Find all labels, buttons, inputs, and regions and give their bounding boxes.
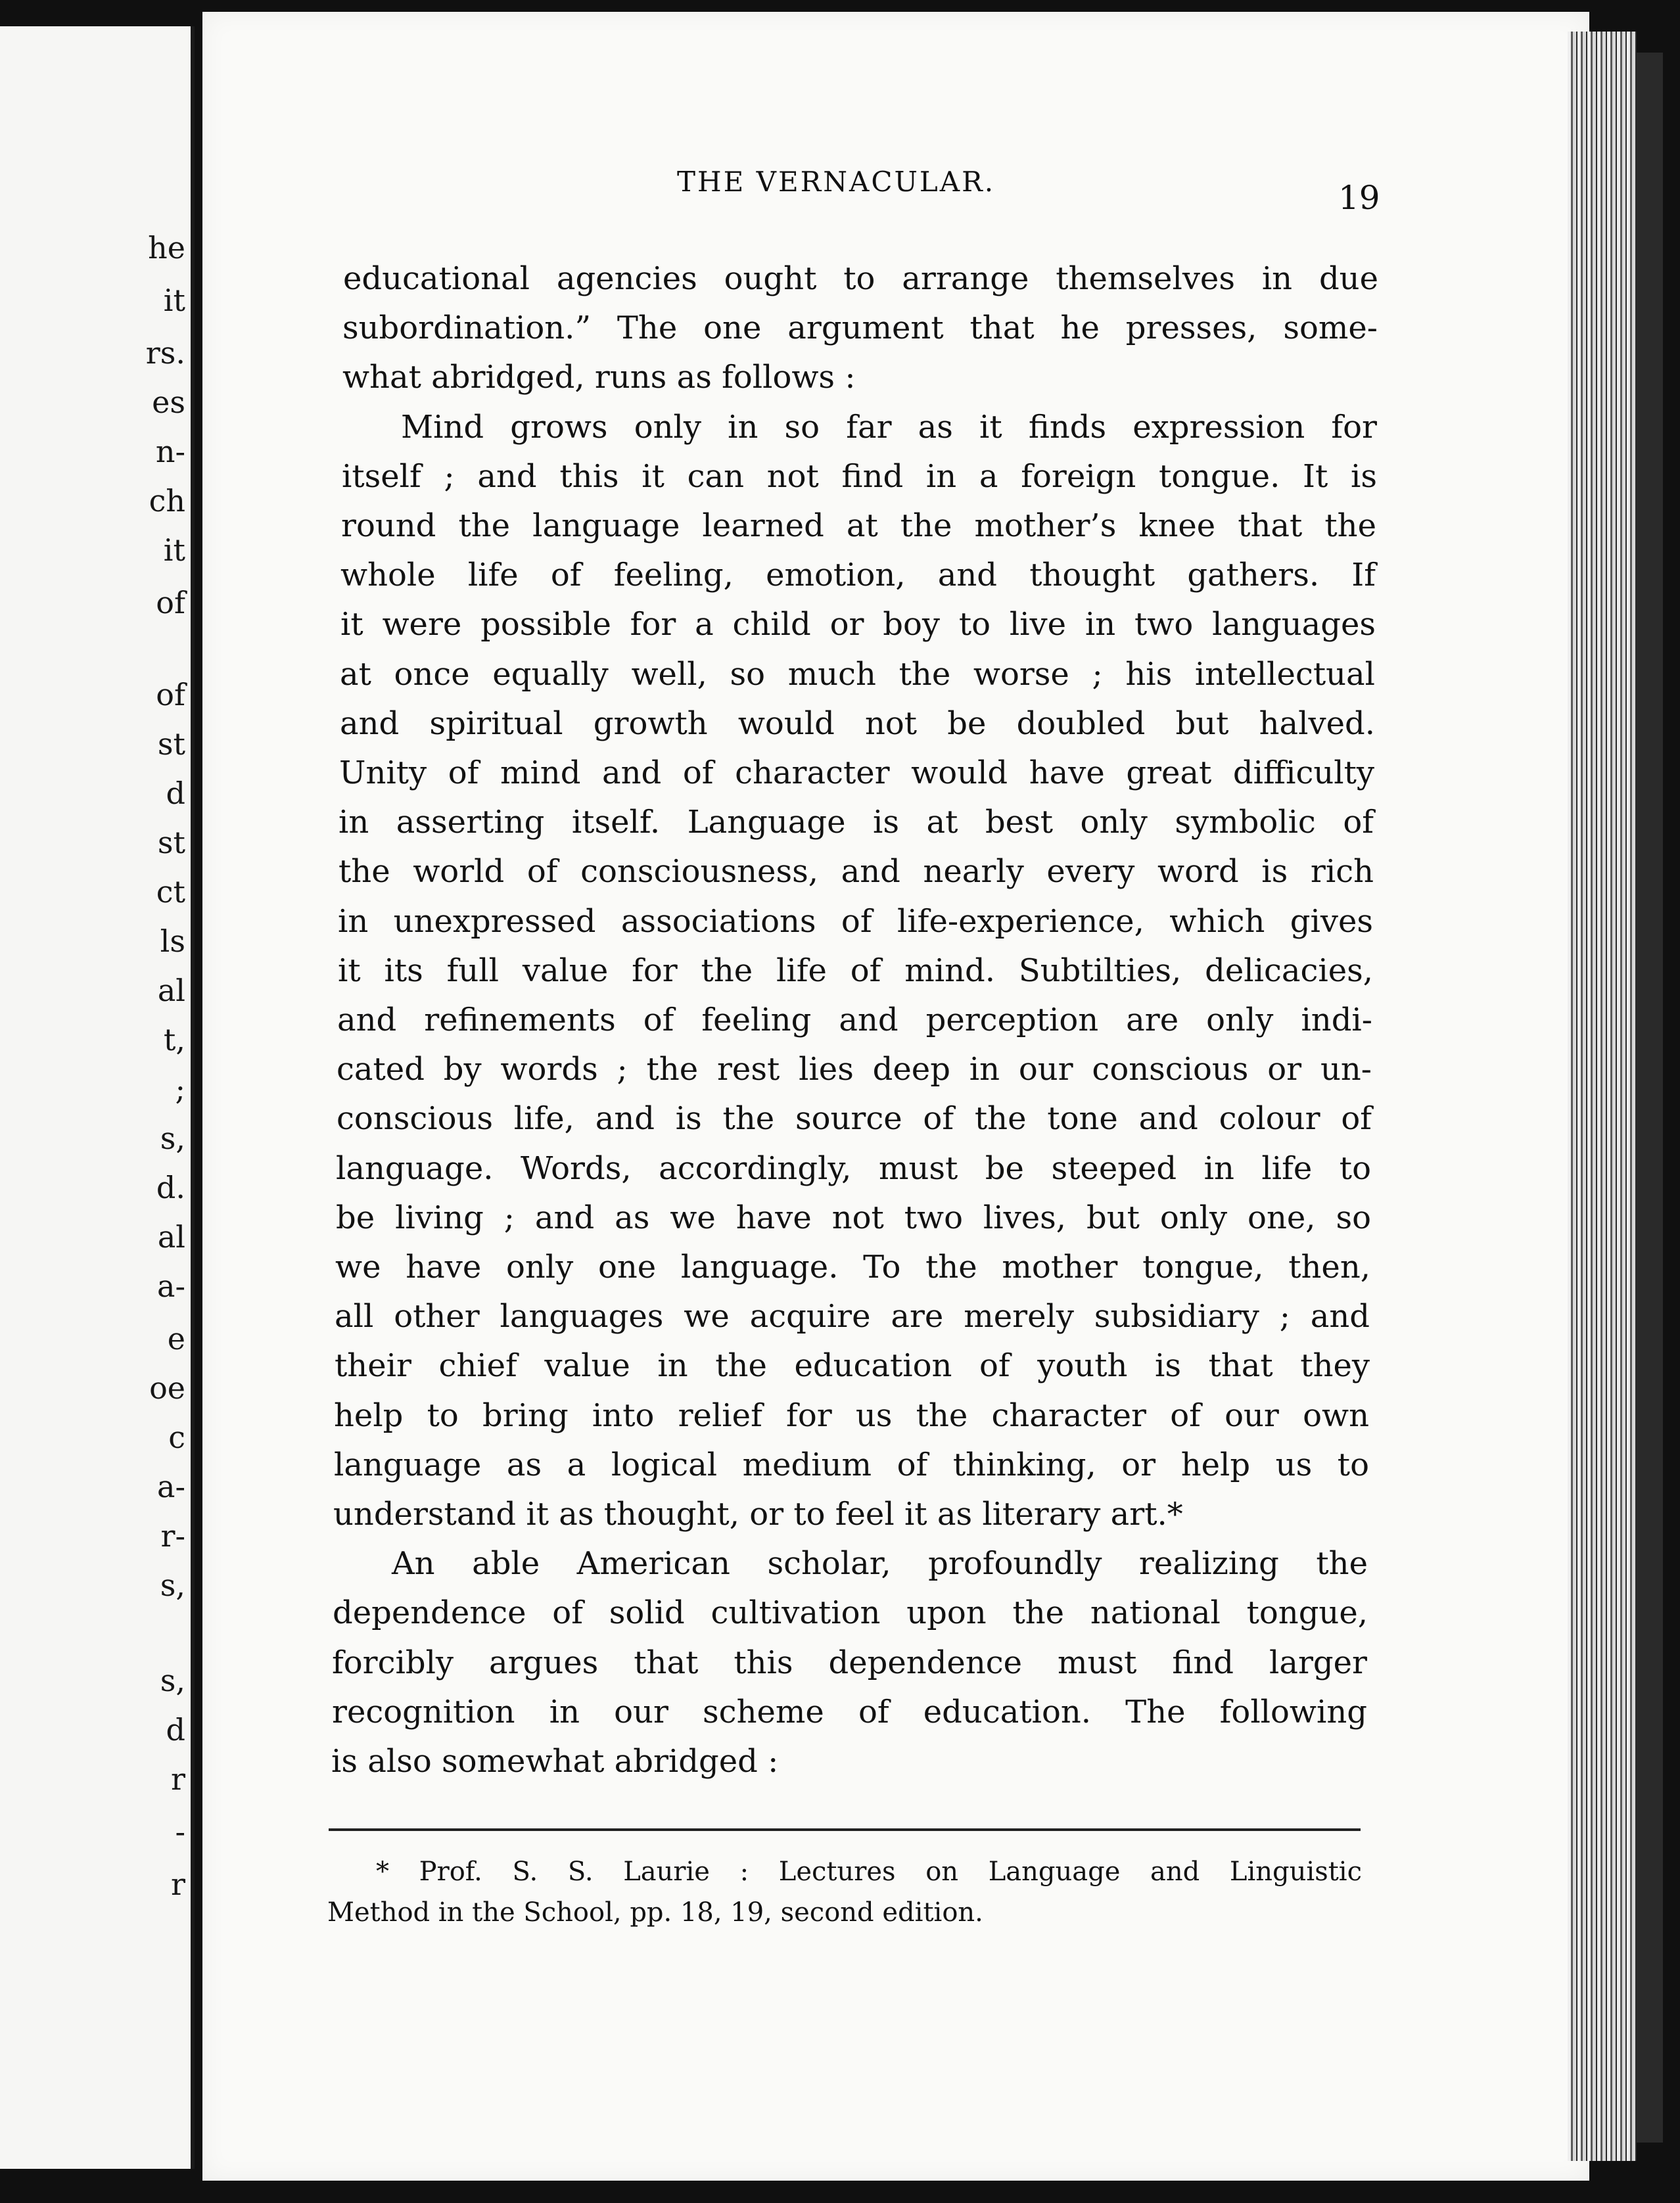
left-page-fragment: es [152, 384, 185, 420]
left-page-fragment: r [171, 1761, 185, 1797]
left-page-fragment: of [156, 677, 185, 712]
body-line: we have only one language. To the mother tongue, then, [335, 1249, 1370, 1286]
body-line: it its full value for the life of mind. Subtilties, delicacies, [338, 952, 1373, 989]
footnote-line: Method in the School, pp. 18, 19, second edition. [327, 1897, 983, 1928]
body-line: whole life of feeling, emotion, and thought gathers. If [340, 557, 1376, 593]
left-page-fragment: t, [163, 1022, 185, 1057]
left-page-fragment: s, [160, 1567, 185, 1603]
left-page-fragment: ls [160, 923, 185, 959]
body-line: be living ; and as we have not two lives, but only one, so [336, 1199, 1371, 1236]
body-line: Unity of mind and of character would have great difficulty [339, 754, 1374, 791]
left-page-fragment: al [157, 973, 185, 1008]
left-page-fragment: st [157, 825, 185, 860]
body-line: understand it as thought, or to feel it as literary art.* [333, 1496, 1183, 1533]
book-cover-edge [1637, 53, 1663, 2143]
body-line: help to bring into relief for us the character of our own [334, 1397, 1369, 1434]
body-line: and spiritual growth would not be doubled but halved. [340, 705, 1375, 742]
left-page-fragment: al [157, 1219, 185, 1255]
left-page-fragment: rs. [145, 335, 185, 371]
left-page-fragment: d [166, 776, 185, 811]
left-page-fragment: a- [157, 1469, 185, 1504]
left-page-fragment: st [157, 726, 185, 762]
left-page-fragment: d. [156, 1170, 185, 1205]
body-line: all other languages we acquire are merely subsidiary ; and [335, 1298, 1370, 1335]
left-page-fragment: n- [155, 434, 185, 469]
page-edges [1568, 32, 1637, 2161]
footnote-line: * Prof. S. S. Laurie : Lectures on Language and Linguistic [376, 1857, 1362, 1887]
page-number: 19 [1338, 179, 1380, 217]
body-line: recognition in our scheme of education. The following [332, 1694, 1367, 1730]
body-line: at once equally well, so much the worse ; his intellectual [340, 656, 1375, 693]
left-page-fragment: c [168, 1420, 185, 1455]
body-line: language. Words, accordingly, must be steeped in life to [336, 1150, 1371, 1187]
left-page-fragment: s, [160, 1663, 185, 1698]
left-page-fragment: e [167, 1321, 185, 1357]
body-line: is also somewhat abridged : [331, 1743, 779, 1780]
body-line: conscious life, and is the source of the tone and colour of [337, 1100, 1372, 1137]
body-line: in unexpressed associations of life-experience, which gives [338, 903, 1373, 940]
left-page-fragment: it [163, 283, 185, 318]
left-page-fragment: r [171, 1867, 185, 1902]
left-page-fragment: ; [175, 1071, 185, 1107]
left-page-fragment: oe [149, 1370, 185, 1406]
left-page-fragment: ch [149, 483, 185, 519]
left-page-fragment: he [148, 230, 185, 266]
left-page-fragment: r- [160, 1518, 185, 1554]
footnote-rule [329, 1828, 1361, 1831]
body-line: dependence of solid cultivation upon the national tongue, [333, 1594, 1368, 1631]
body-line: educational agencies ought to arrange themselves in due [343, 260, 1378, 297]
left-facing-page [0, 26, 195, 2169]
left-page-fragment: a- [157, 1268, 185, 1304]
left-page-fragment: ct [156, 874, 185, 910]
body-line: Mind grows only in so far as it finds expression for [401, 409, 1377, 446]
body-line: subordination.” The one argument that he presses, some- [342, 310, 1378, 346]
left-page-fragment: it [163, 532, 185, 568]
body-line: it were possible for a child or boy to live in two languages [340, 606, 1376, 643]
body-line: An able American scholar, profoundly realizing the [392, 1545, 1368, 1582]
left-page-fragment: - [175, 1814, 185, 1849]
body-line: in asserting itself. Language is at best only symbolic of [338, 804, 1374, 841]
running-head: THE VERNACULAR. [677, 166, 996, 198]
body-line: language as a logical medium of thinking, or help us to [334, 1447, 1369, 1483]
body-line: and refinements of feeling and perception are only indi- [337, 1002, 1372, 1038]
body-line: itself ; and this it can not find in a foreign tongue. It is [342, 458, 1377, 495]
body-line: the world of consciousness, and nearly every word is rich [338, 853, 1374, 890]
body-line: their chief value in the education of youth is that they [335, 1347, 1370, 1384]
body-line: what abridged, runs as follows : [342, 359, 856, 396]
body-line: forcibly argues that this dependence must find larger [332, 1644, 1367, 1681]
body-line: cated by words ; the rest lies deep in our conscious or un- [337, 1051, 1372, 1088]
left-page-fragment: of [156, 585, 185, 620]
body-line: round the language learned at the mother’s knee that the [341, 507, 1376, 544]
left-page-fragment: s, [160, 1121, 185, 1156]
left-page-fragment: d [166, 1712, 185, 1748]
